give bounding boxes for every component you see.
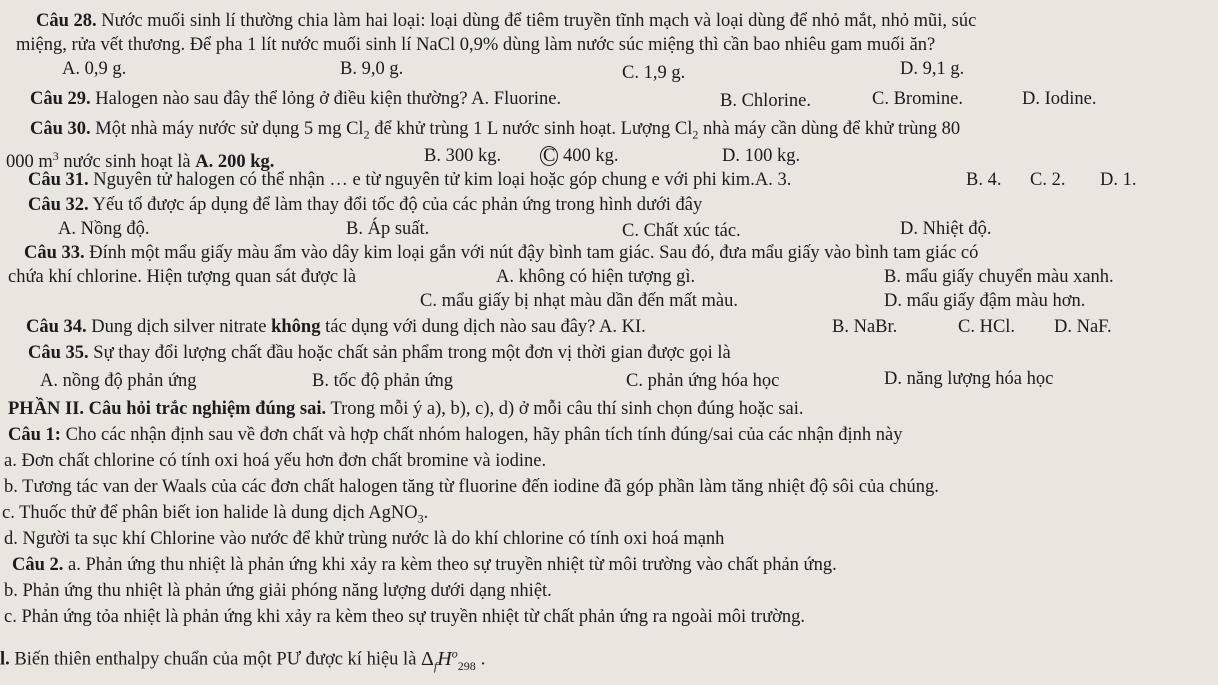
enthalpy-h: H — [437, 647, 452, 670]
q35-option-b: B. tốc độ phản ứng — [312, 371, 454, 391]
q35-label: Câu 35. — [28, 343, 89, 363]
q30-line1 — [30, 118, 960, 146]
q29-label: Câu 29. — [30, 89, 91, 109]
q33-label: Câu 33. — [24, 243, 85, 263]
q30-text-c: nhà máy cần dùng để khử trùng 80 — [703, 119, 961, 139]
tf1-statement-a: a. Đơn chất chlorine có tính oxi hoá yếu hơn đơn chất bromine và iodine. — [4, 451, 547, 471]
q30-option-c-text: 400 kg. — [562, 146, 619, 166]
q28-line1 — [36, 10, 976, 32]
tf1-label: Câu 1: — [8, 425, 61, 445]
enthalpy-f: f — [433, 658, 438, 673]
q33-line1 — [24, 242, 978, 264]
q33-option-d: D. mẩu giấy đậm màu hơn. — [884, 291, 1086, 311]
q30-label: Câu 30. — [30, 119, 91, 139]
q35-option-d: D. năng lượng hóa học — [884, 369, 1054, 389]
tf2-d-letter: l. — [0, 649, 10, 670]
q32-option-b: B. Áp suất. — [346, 219, 430, 239]
q28-option-c: C. 1,9 g. — [622, 63, 686, 83]
q31-label: Câu 31. — [28, 170, 89, 190]
q35-option-a: A. nồng độ phản ứng — [40, 371, 197, 391]
q32-option-a: A. Nồng độ. — [58, 219, 150, 239]
q31-option-c: C. 2. — [1030, 170, 1066, 190]
q28-option-d: D. 9,1 g. — [900, 59, 965, 79]
tf2-label: Câu 2. — [12, 555, 64, 575]
tf1-line — [8, 424, 903, 446]
q34-label: Câu 34. — [26, 317, 87, 337]
q34-text-bold: không — [271, 317, 321, 337]
q29-option-d: D. Iodine. — [1022, 89, 1097, 109]
q32-line — [28, 194, 702, 216]
q30-text-a: Một nhà máy nước sử dụng 5 mg Cl — [95, 119, 364, 139]
enthalpy-298: 298 — [457, 658, 476, 673]
q34-option-a: A. KI. — [598, 317, 646, 337]
tf1-statement-b: b. Tương tác van der Waals của các đơn chất halogen tăng từ fluorine đến iodine đã góp phần làm tăng nhiệt độ sôi của chúng. — [4, 477, 939, 497]
q29-line — [30, 88, 561, 110]
tf2-line-a — [12, 554, 837, 576]
part2-title: PHẦN II. Câu hỏi trắc nghiệm đúng sai. — [8, 399, 327, 419]
q33-option-b: B. mẩu giấy chuyển màu xanh. — [884, 267, 1114, 287]
q28-line2: miệng, rửa vết thương. Để pha 1 lít nước muối sinh lí NaCl 0,9% dùng làm nước súc miệng thì cần bao nhiêu gam muối ăn? — [16, 35, 936, 55]
q28-text1: Nước muối sinh lí thường chia làm hai loại: loại dùng để tiêm truyền tĩnh mạch và loại dùng để nhỏ mắt, nhỏ mũi, súc — [101, 11, 977, 31]
enthalpy-symbol — [421, 646, 481, 673]
q30-sub-1: 2 — [363, 127, 370, 142]
tf2-statement-c: c. Phản ứng tỏa nhiệt là phản ứng khi xảy ra kèm theo sự truyền nhiệt từ chất phản ứng ra ngoài môi trường. — [4, 607, 806, 627]
q30-sup: 3 — [52, 149, 59, 163]
q31-option-b: B. 4. — [966, 170, 1002, 190]
tf1-text: Cho các nhận định sau về đơn chất và hợp chất nhóm halogen, hãy phân tích tính đúng/sai của các nhận định này — [65, 425, 903, 445]
q28-option-a: A. 0,9 g. — [62, 59, 127, 79]
tf1-statement-c — [2, 502, 428, 530]
tf2-statement-a: a. Phản ứng thu nhiệt là phản ứng khi xảy ra kèm theo sự truyền nhiệt từ môi trường vào chất phản ứng. — [68, 555, 837, 575]
q33-option-c: C. mẩu giấy bị nhạt màu dần đến mất màu. — [420, 291, 739, 311]
q34-option-d: D. NaF. — [1054, 317, 1112, 337]
part2-heading — [8, 398, 804, 420]
q29-option-c: C. Bromine. — [872, 89, 963, 109]
tf1-statement-c-end: . — [423, 503, 429, 523]
q30-option-c — [540, 145, 618, 167]
tf1-statement-c-sub: 3 — [417, 511, 424, 526]
q29-option-a: A. Fluorine. — [471, 89, 562, 109]
q31-line — [28, 169, 791, 191]
tf2-d-end: . — [480, 649, 486, 670]
tf2-statement-b: b. Phản ứng thu nhiệt là phản ứng giải phóng năng lượng dưới dạng nhiệt. — [4, 581, 552, 601]
q32-text: Yếu tố được áp dụng để làm thay đổi tốc độ của các phản ứng trong hình dưới đây — [92, 195, 703, 215]
q30-option-a: A. 200 kg. — [195, 152, 275, 173]
q31-option-a: A. 3. — [754, 170, 792, 190]
q33-text1: Đính một mẩu giấy màu ẩm vào dây kim loại gắn với nút đậy bình tam giác. Sau đó, đưa mẩu giấy vào bình tam giác có — [89, 243, 979, 263]
q31-option-d: D. 1. — [1100, 170, 1137, 190]
tf1-statement-c-text: c. Thuốc thử để phân biết ion halide là dung dịch AgNO — [2, 503, 418, 523]
q34-text-b: tác dụng với dung dịch nào sau đây? — [325, 317, 596, 337]
q34-text-a: Dung dịch silver nitrate — [91, 317, 267, 337]
q31-text: Nguyên tử halogen có thể nhận … e từ nguyên tử kim loại hoặc góp chung e với phi kim. — [93, 170, 755, 190]
q35-option-c: C. phản ứng hóa học — [626, 371, 780, 391]
q28-option-b: B. 9,0 g. — [340, 59, 404, 79]
tf2-d-text: Biến thiên enthalpy chuẩn của một PƯ được kí hiệu là — [14, 649, 417, 670]
tf2-statement-d — [0, 642, 485, 677]
q33-option-a: A. không có hiện tượng gì. — [496, 267, 696, 287]
q30-option-d: D. 100 kg. — [722, 146, 801, 166]
q29-text: Halogen nào sau đây thể lỏng ở điều kiện thường? — [95, 89, 468, 109]
tf1-statement-d: d. Người ta sục khí Chlorine vào nước để khử trùng nước là do khí chlorine có tính oxi hoá mạnh — [4, 529, 725, 549]
q32-option-c: C. Chất xúc tác. — [622, 221, 741, 241]
q30-option-b: B. 300 kg. — [424, 146, 502, 166]
q29-option-b: B. Chlorine. — [720, 91, 811, 111]
q35-text: Sự thay đổi lượng chất đầu hoặc chất sản phẩm trong một đơn vị thời gian được gọi là — [93, 343, 731, 363]
q30-line2-b: nước sinh hoạt là — [63, 152, 191, 173]
q33-line2: chứa khí chlorine. Hiện tượng quan sát được là — [8, 267, 357, 287]
q32-option-d: D. Nhiệt độ. — [900, 219, 992, 239]
q28-label: Câu 28. — [36, 11, 97, 31]
q30-option-c-circled-letter: C — [540, 146, 558, 166]
q34-option-c: C. HCl. — [958, 317, 1016, 337]
q30-line2-a: 000 m — [6, 152, 53, 173]
q34-option-b: B. NaBr. — [832, 317, 898, 337]
q35-line — [28, 342, 731, 364]
q32-label: Câu 32. — [28, 195, 89, 215]
q30-text-b: để khử trùng 1 L nước sinh hoạt. Lượng Cl — [374, 119, 693, 139]
enthalpy-o: o — [451, 646, 458, 660]
q34-line — [26, 316, 646, 338]
enthalpy-delta: Δ — [421, 647, 434, 670]
q30-sub-2: 2 — [692, 127, 699, 142]
part2-text: Trong mỗi ý a), b), c), d) ở mỗi câu thí sinh chọn đúng hoặc sai. — [330, 399, 804, 419]
